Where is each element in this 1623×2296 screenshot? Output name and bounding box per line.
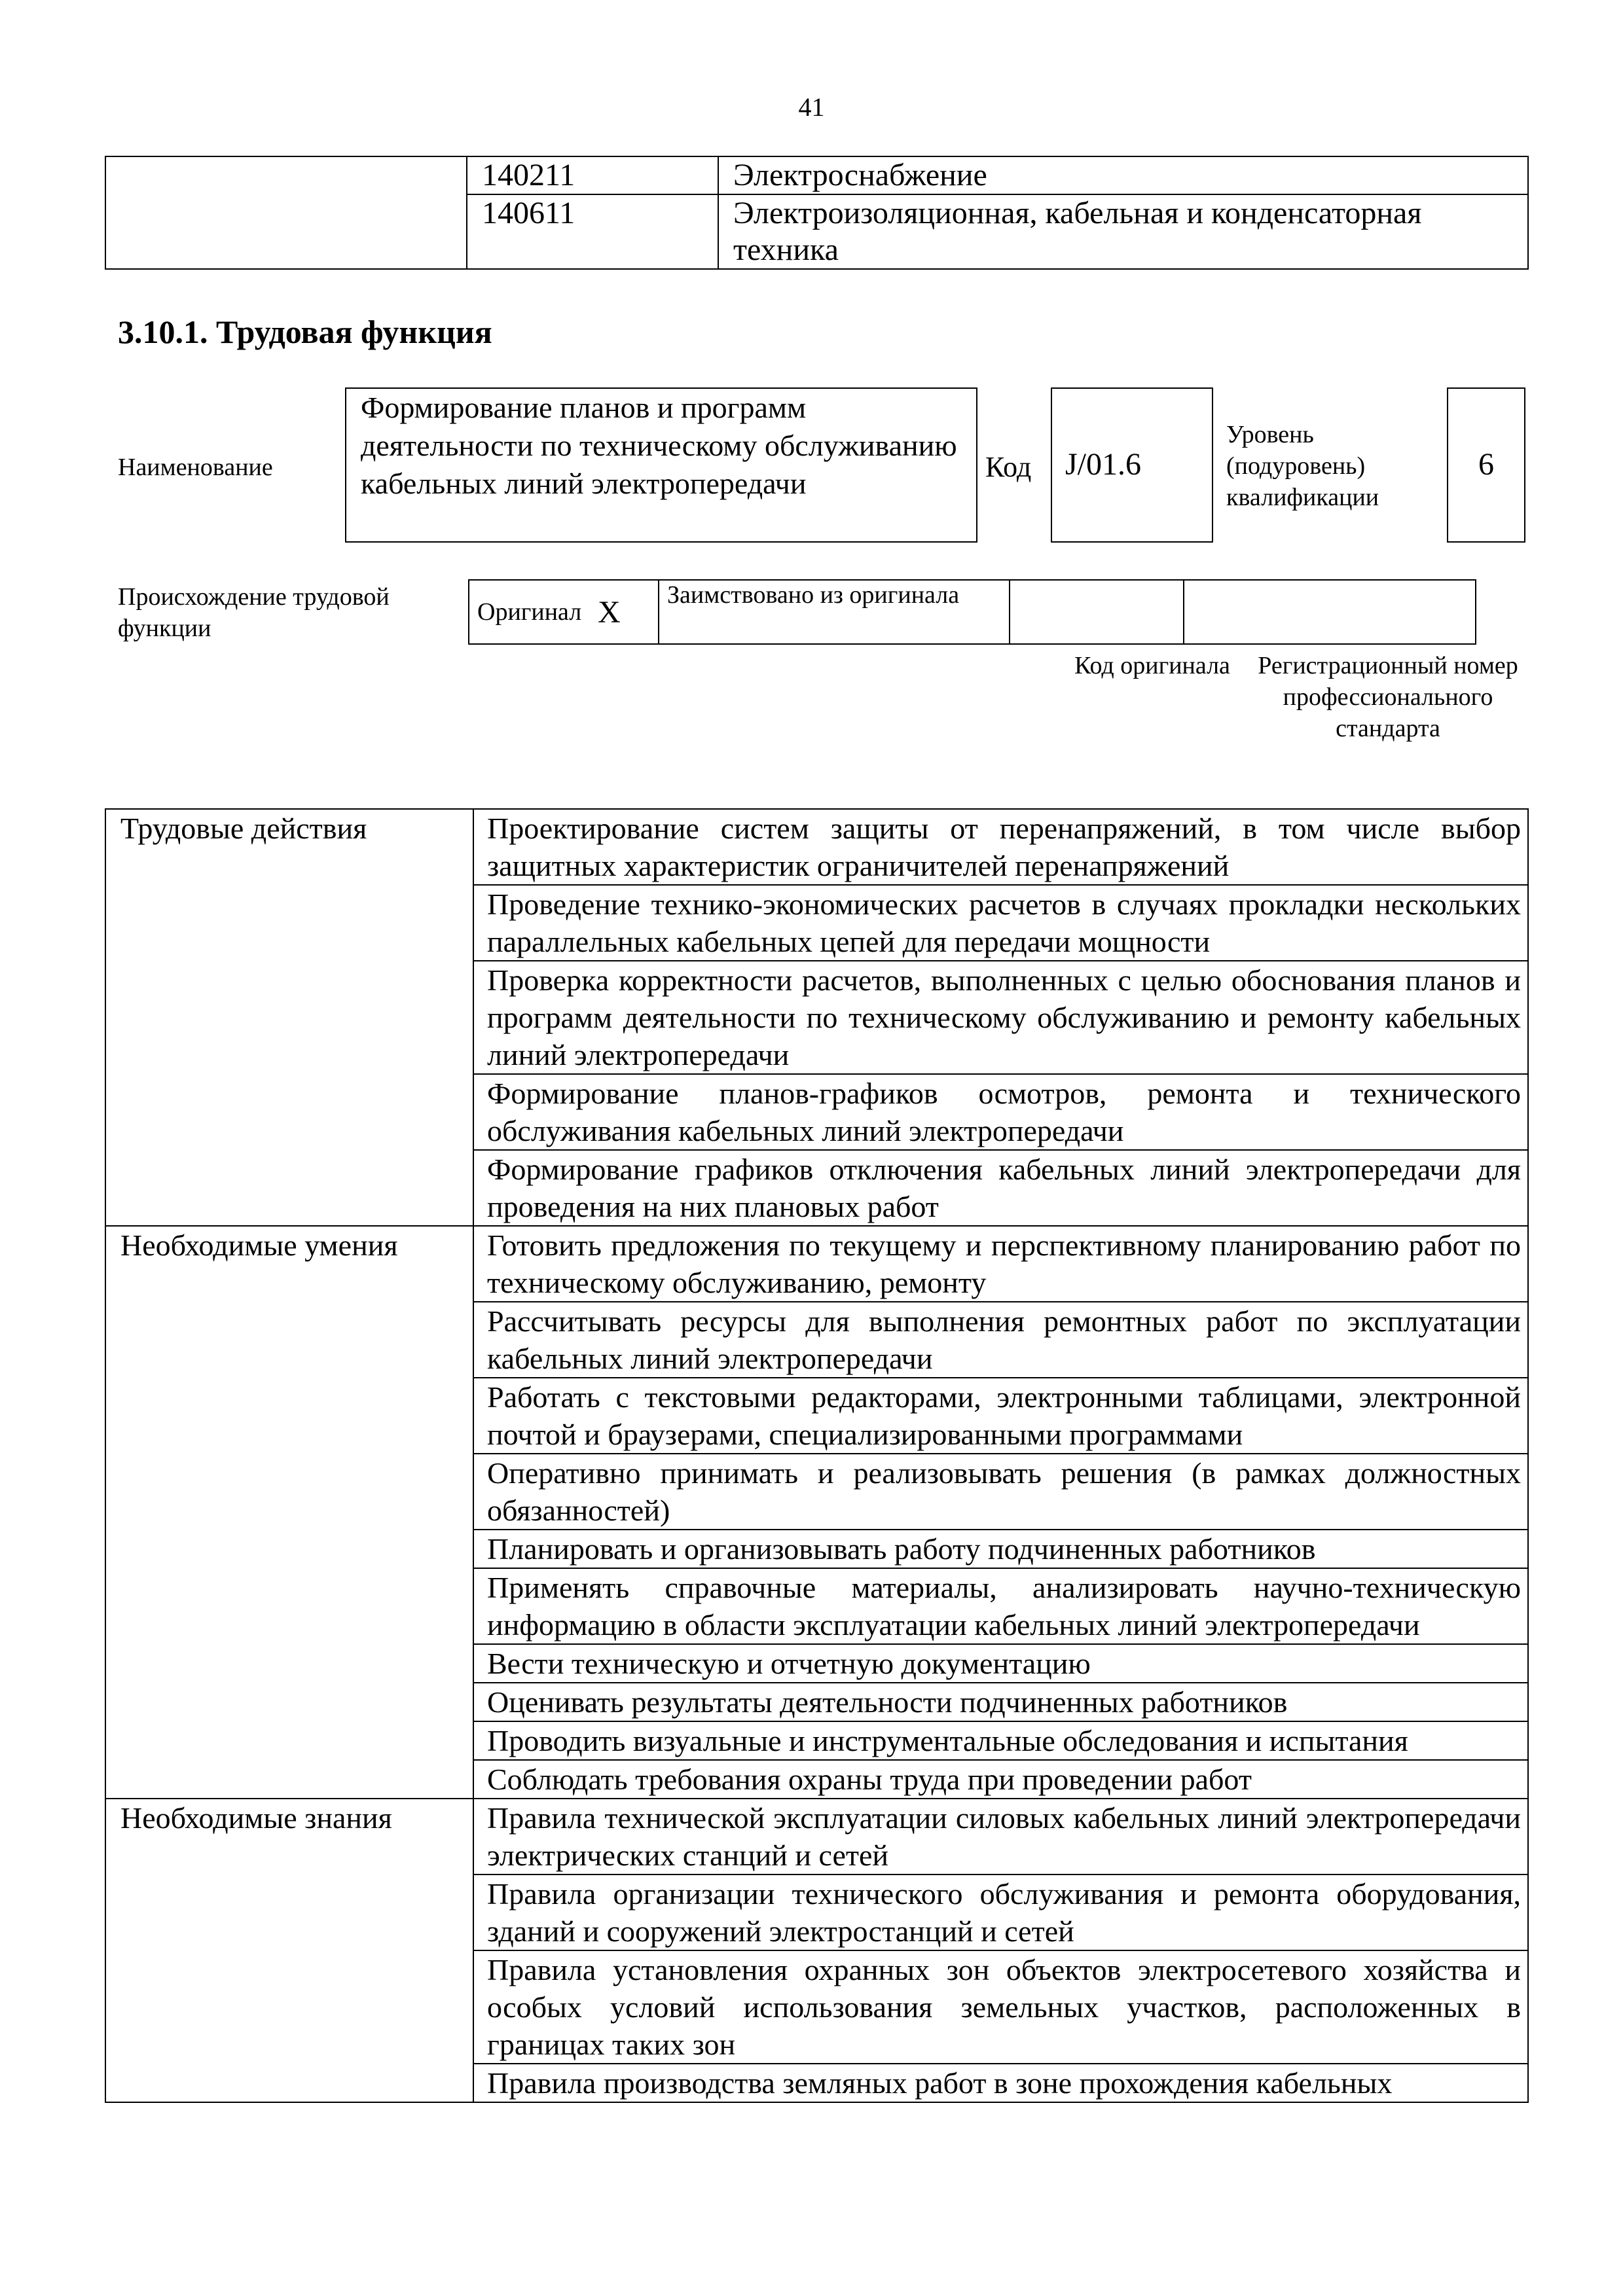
item-cell: Применять справочные материалы, анализировать научно-техническую информацию в области эксплуатации кабельных линий электропередачи: [473, 1568, 1528, 1644]
page-number: 41: [798, 92, 825, 122]
original-label: Оригинал: [469, 580, 590, 644]
level-label: Уровень (подуровень) квалификации: [1226, 421, 1379, 511]
empty-cell: [105, 156, 467, 269]
item-cell: Формирование планов-графиков осмотров, ремонта и технического обслуживания кабельных линий электропередачи: [473, 1074, 1528, 1150]
code-value-box: J/01.6: [1051, 387, 1213, 543]
category-cell: Необходимые знания: [105, 1799, 473, 2102]
table-row: [105, 809, 1528, 885]
reg-number-caption: Регистрационный номер профессионального стандарта: [1258, 652, 1518, 742]
section-title: 3.10.1. Трудовая функция: [118, 314, 492, 350]
item-cell: Работать с текстовыми редакторами, электронными таблицами, электронной почтой и браузерами, специализированными программами: [473, 1378, 1528, 1454]
item-cell: Правила производства земляных работ в зоне прохождения кабельных: [473, 2064, 1528, 2102]
item-cell: Оценивать результаты деятельности подчиненных работников: [473, 1683, 1528, 1721]
item-cell: Формирование графиков отключения кабельных линий электропередачи для проведения на них плановых работ: [473, 1150, 1528, 1226]
original-mark: X: [590, 580, 659, 644]
table-row: [105, 156, 1528, 194]
table-row: [105, 1799, 1528, 1874]
borrowed-label: Заимствовано из оригинала: [659, 580, 1010, 644]
category-cell: Необходимые умения: [105, 1226, 473, 1799]
item-cell: Оперативно принимать и реализовывать решения (в рамках должностных обязанностей): [473, 1454, 1528, 1530]
item-cell: Проектирование систем защиты от перенапряжений, в том числе выбор защитных характеристик ограничителей перенапряжений: [473, 809, 1528, 885]
reg-number-cell: [1184, 580, 1476, 644]
original-code-cell: [1010, 580, 1184, 644]
specialty-code: 140211: [467, 156, 718, 194]
category-cell: Трудовые действия: [105, 809, 473, 1226]
origin-label: Происхождение трудовой функции: [118, 583, 390, 642]
item-cell: Вести техническую и отчетную документацию: [473, 1644, 1528, 1683]
table-row: [105, 1226, 1528, 1302]
specialty-name: Электроснабжение: [718, 156, 1528, 194]
name-label: Наименование: [118, 454, 273, 481]
level-value-box: 6: [1447, 387, 1525, 543]
item-cell: Планировать и организовывать работу подчиненных работников: [473, 1530, 1528, 1568]
item-cell: Проверка корректности расчетов, выполненных с целью обоснования планов и программ деятельности по техническому обслуживанию и ремонту кабельных линий электропередачи: [473, 961, 1528, 1074]
function-details-table: [105, 808, 1529, 2103]
original-code-caption: Код оригинала: [1074, 652, 1230, 679]
item-cell: Рассчитывать ресурсы для выполнения ремонтных работ по эксплуатации кабельных линий электропередачи: [473, 1302, 1528, 1378]
code-label: Код: [985, 451, 1032, 483]
item-cell: Правила установления охранных зон объектов электросетевого хозяйства и особых условий использования земельных участков, расположенных в границах таких зон: [473, 1950, 1528, 2064]
specialty-code-table: [105, 156, 1529, 270]
origin-table: [468, 579, 1476, 645]
item-cell: Готовить предложения по текущему и перспективному планированию работ по техническому обслуживанию, ремонту: [473, 1226, 1528, 1302]
function-name-box: Формирование планов и программ деятельности по техническому обслуживанию кабельных линий электропередачи: [345, 387, 977, 543]
item-cell: Проводить визуальные и инструментальные обследования и испытания: [473, 1721, 1528, 1760]
item-cell: Правила технической эксплуатации силовых кабельных линий электропередачи электрических станций и сетей: [473, 1799, 1528, 1874]
item-cell: Проведение технико-экономических расчетов в случаях прокладки нескольких параллельных кабельных цепей для передачи мощности: [473, 885, 1528, 961]
item-cell: Соблюдать требования охраны труда при проведении работ: [473, 1760, 1528, 1799]
specialty-code: 140611: [467, 194, 718, 269]
table-row: [469, 580, 1476, 644]
specialty-name: Электроизоляционная, кабельная и конденсаторная техника: [718, 194, 1528, 269]
item-cell: Правила организации технического обслуживания и ремонта оборудования, зданий и сооружений электростанций и сетей: [473, 1874, 1528, 1950]
